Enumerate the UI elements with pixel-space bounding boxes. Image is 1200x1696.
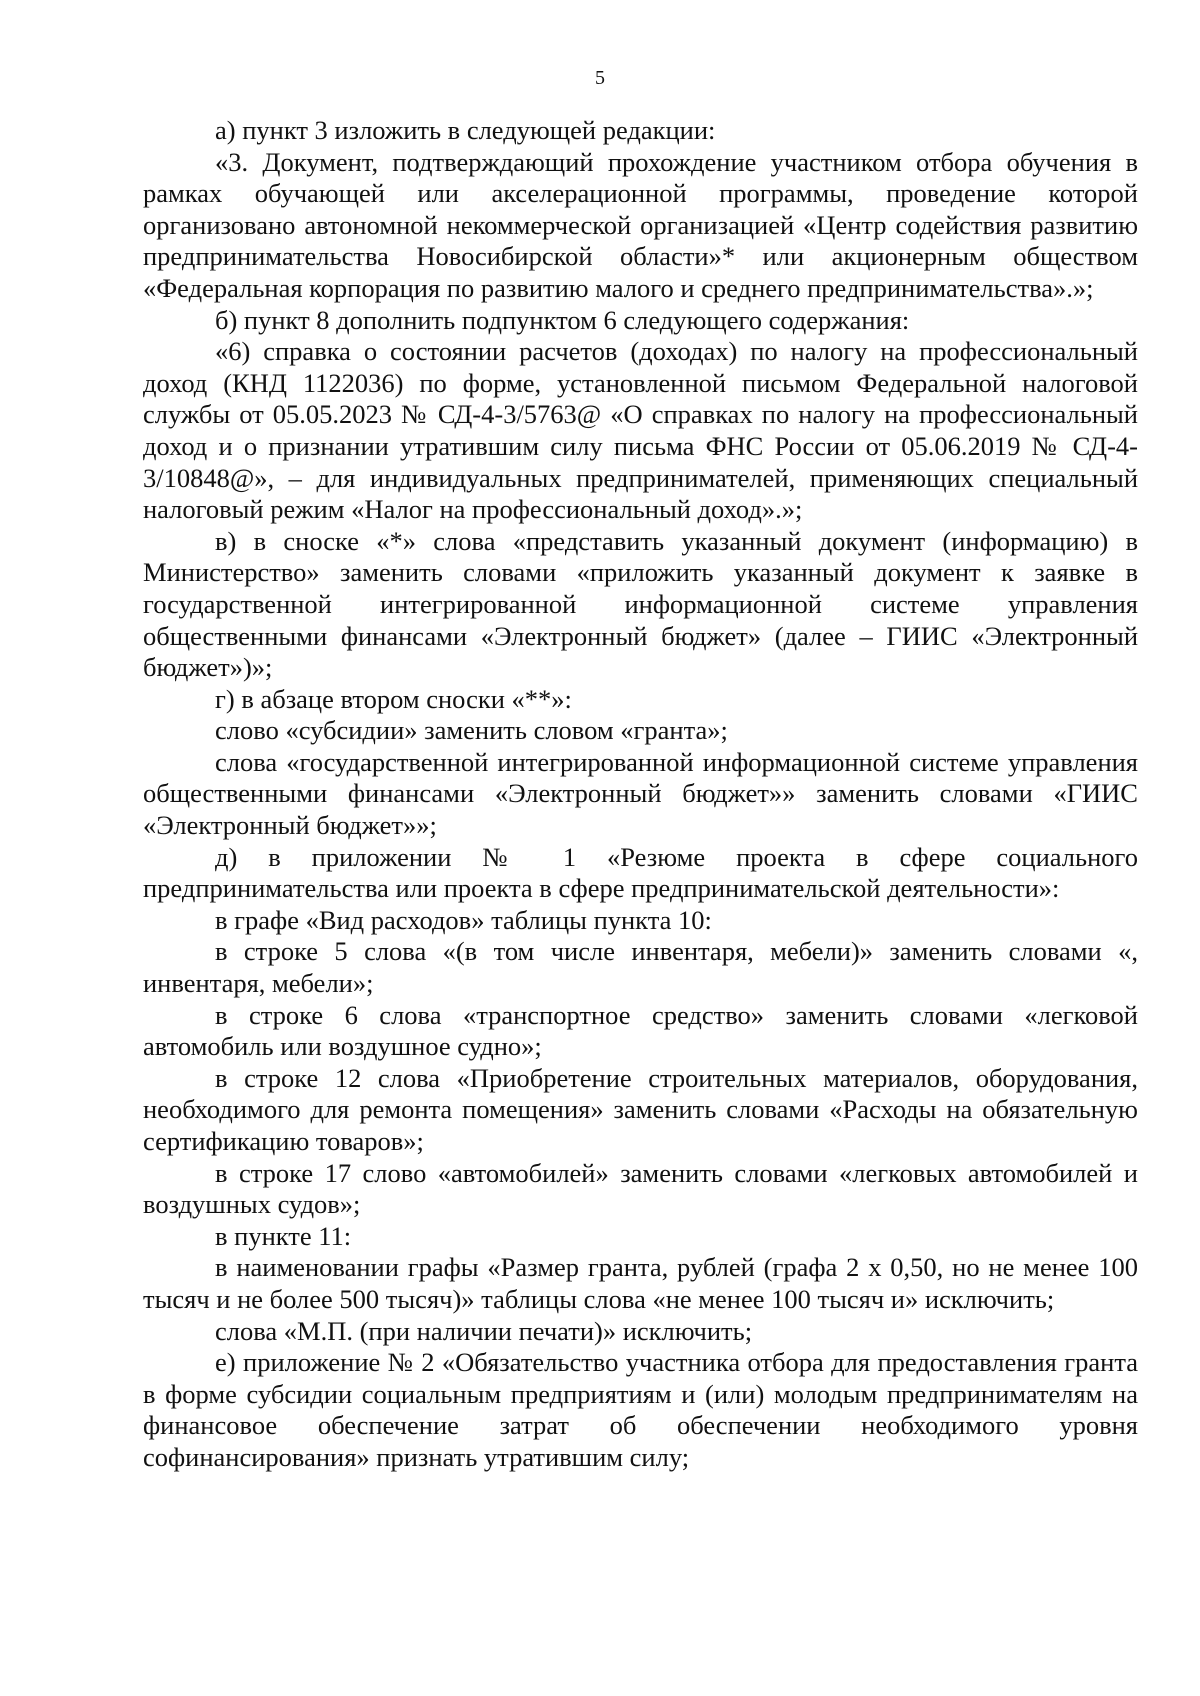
paragraph-amendment-d: д) в приложении № 1 «Резюме проекта в сфере социального предпринимательства или проекта в сфере предпринимательской деятельности»: [143,841,1138,904]
paragraph-item-11: в пункте 11: [215,1220,352,1251]
paragraph-row-12: в строке 12 слова «Приобретение строительных материалов, оборудования, необходимого для ремонта помещения» заменить словами «Расходы на обязательную сертификацию товаров»; [143,1062,1138,1156]
paragraph-row-5: в строке 5 слова «(в том числе инвентаря, мебели)» заменить словами «, инвентаря, мебели»; [143,936,1138,999]
paragraph-stamp-words: слова «М.П. (при наличии печати)» исключить; [215,1315,753,1346]
paragraph-amendment-b: б) пункт 8 дополнить подпунктом 6 следующего содержания: [215,304,910,335]
paragraph-amendment-a: а) пункт 3 изложить в следующей редакции: [215,115,716,145]
paragraph-words-giis: слова «государственной интегрированной информационной системе управления общественными финансами «Электронный бюджет»» заменить словами «ГИИС «Электронный бюджет»»; [143,746,1138,841]
document-body [143,115,1138,1474]
paragraph-expense-column: в графе «Вид расходов» таблицы пункта 10: [215,904,712,935]
paragraph-grant-column: в наименовании графы «Размер гранта, рублей (графа 2 х 0,50, но не менее 100 тысяч и не более 500 тысяч)» таблицы слова «не менее 100 тысяч и» исключить; [143,1252,1138,1314]
paragraph-amendment-e: е) приложение № 2 «Обязательство участника отбора для предоставления гранта в форме субсидии социальным предприятиям и (или) молодым предпринимателям на финансовое обеспечение затрат об обеспечении необходимого уровня софинансирования» признать утратившим силу; [143,1347,1138,1472]
page-number: 5 [595,67,605,89]
paragraph-item-3-text: «3. Документ, подтверждающий прохождение участником отбора обучения в рамках обучающей или акселерационной программы, проведение которой организовано автономной некоммерческой организацией «Центр содействия развитию предпринимательства Новосибирской области»* или акционерным обществом «Федеральная корпорация по развитию малого и среднего предпринимательства».»; [143,146,1138,303]
paragraph-row-6: в строке 6 слова «транспортное средство» заменить словами «легковой автомобиль или воздушное судно»; [143,999,1138,1062]
paragraph-amendment-g: г) в абзаце втором сноски «**»: [215,683,572,714]
paragraph-row-17: в строке 17 слово «автомобилей» заменить словами «легковых автомобилей и воздушных судов»; [143,1157,1138,1220]
paragraph-subitem-6-text: «6) справка о состоянии расчетов (доходах) по налогу на профессиональный доход (КНД 1122036) по форме, установленной письмом Федеральной налоговой службы от 05.05.2023 № СД-4-3/5763@ «О справках по налогу на профессиональный доход и о признании утратившим силу письма ФНС России от 05.06.2019 № СД-4-3/10848@», – для индивидуальных предпринимателей, применяющих специальный налоговый режим «Налог на профессиональный доход».»; [143,336,1138,525]
paragraph-amendment-v: в) в сноске «*» слова «представить указанный документ (информацию) в Министерство» заменить словами «приложить указанный документ к заявке в государственной интегрированной информационной системе управления общественными финансами «Электронный бюджет» (далее – ГИИС «Электронный бюджет»)»; [143,525,1138,683]
paragraph-word-subsidy: слово «субсидии» заменить словом «гранта»; [215,715,728,746]
